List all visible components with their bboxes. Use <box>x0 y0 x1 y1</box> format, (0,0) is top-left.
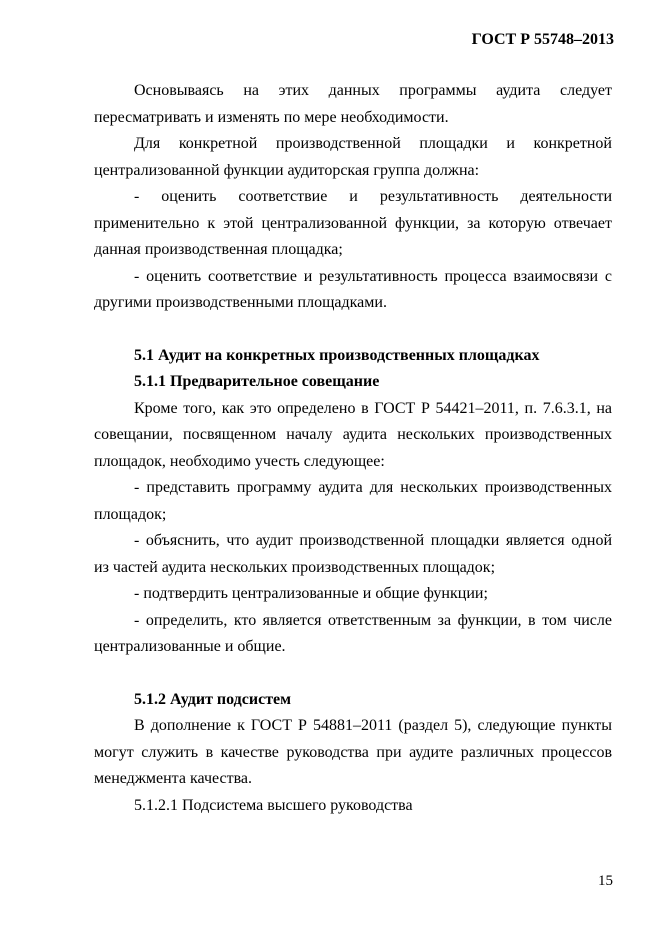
list-item-explain-audit: - объяснить, что аудит производственной площадки является одной из частей аудита нескольких производственных площадок; <box>94 532 612 576</box>
section-heading-5-1: 5.1 Аудит на конкретных производственных площадках <box>134 346 540 364</box>
list-item-confirm-functions: - подтвердить централизованные и общие функции; <box>134 585 488 602</box>
document-header: ГОСТ Р 55748–2013 <box>471 31 614 48</box>
list-item-present-program: - представить программу аудита для нескольких производственных площадок; <box>94 479 612 523</box>
paragraph-opening-meeting: Кроме того, как это определено в ГОСТ Р 54421–2011, п. 7.6.3.1, на совещании, посвященном началу аудита нескольких производственных площадок, необходимо учесть следующее: <box>94 399 612 470</box>
list-item-define-responsible: - определить, кто является ответственным за функции, в том числе централизованные и общие. <box>94 611 612 655</box>
section-heading-5-1-1: 5.1.1 Предварительное совещание <box>134 373 380 390</box>
paragraph-top-management-subsystem: 5.1.2.1 Подсистема высшего руководства <box>134 796 413 814</box>
list-item-assess-interaction: - оценить соответствие и результативность процесса взаимосвязи с другими производственными площадками. <box>94 267 612 311</box>
paragraph-subsystem-guidance: В дополнение к ГОСТ Р 54881–2011 (раздел 5), следующие пункты могут служить в качестве руководства при аудите различных процессов менеджмента качества. <box>94 717 612 787</box>
paragraph-review-program: Основываясь на этих данных программы аудита следует пересматривать и изменять по мере необходимости. <box>94 82 612 126</box>
document-body <box>94 78 612 819</box>
page-number: 15 <box>598 873 613 889</box>
paragraph-audit-team-must: Для конкретной производственной площадки и конкретной централизованной функции аудиторская группа должна: <box>94 135 612 179</box>
section-heading-5-1-2: 5.1.2 Аудит подсистем <box>134 690 292 708</box>
list-item-assess-activity: - оценить соответствие и результативность деятельности применительно к этой централизованной функции, за которую отвечает данная производственная площадка; <box>94 188 612 258</box>
